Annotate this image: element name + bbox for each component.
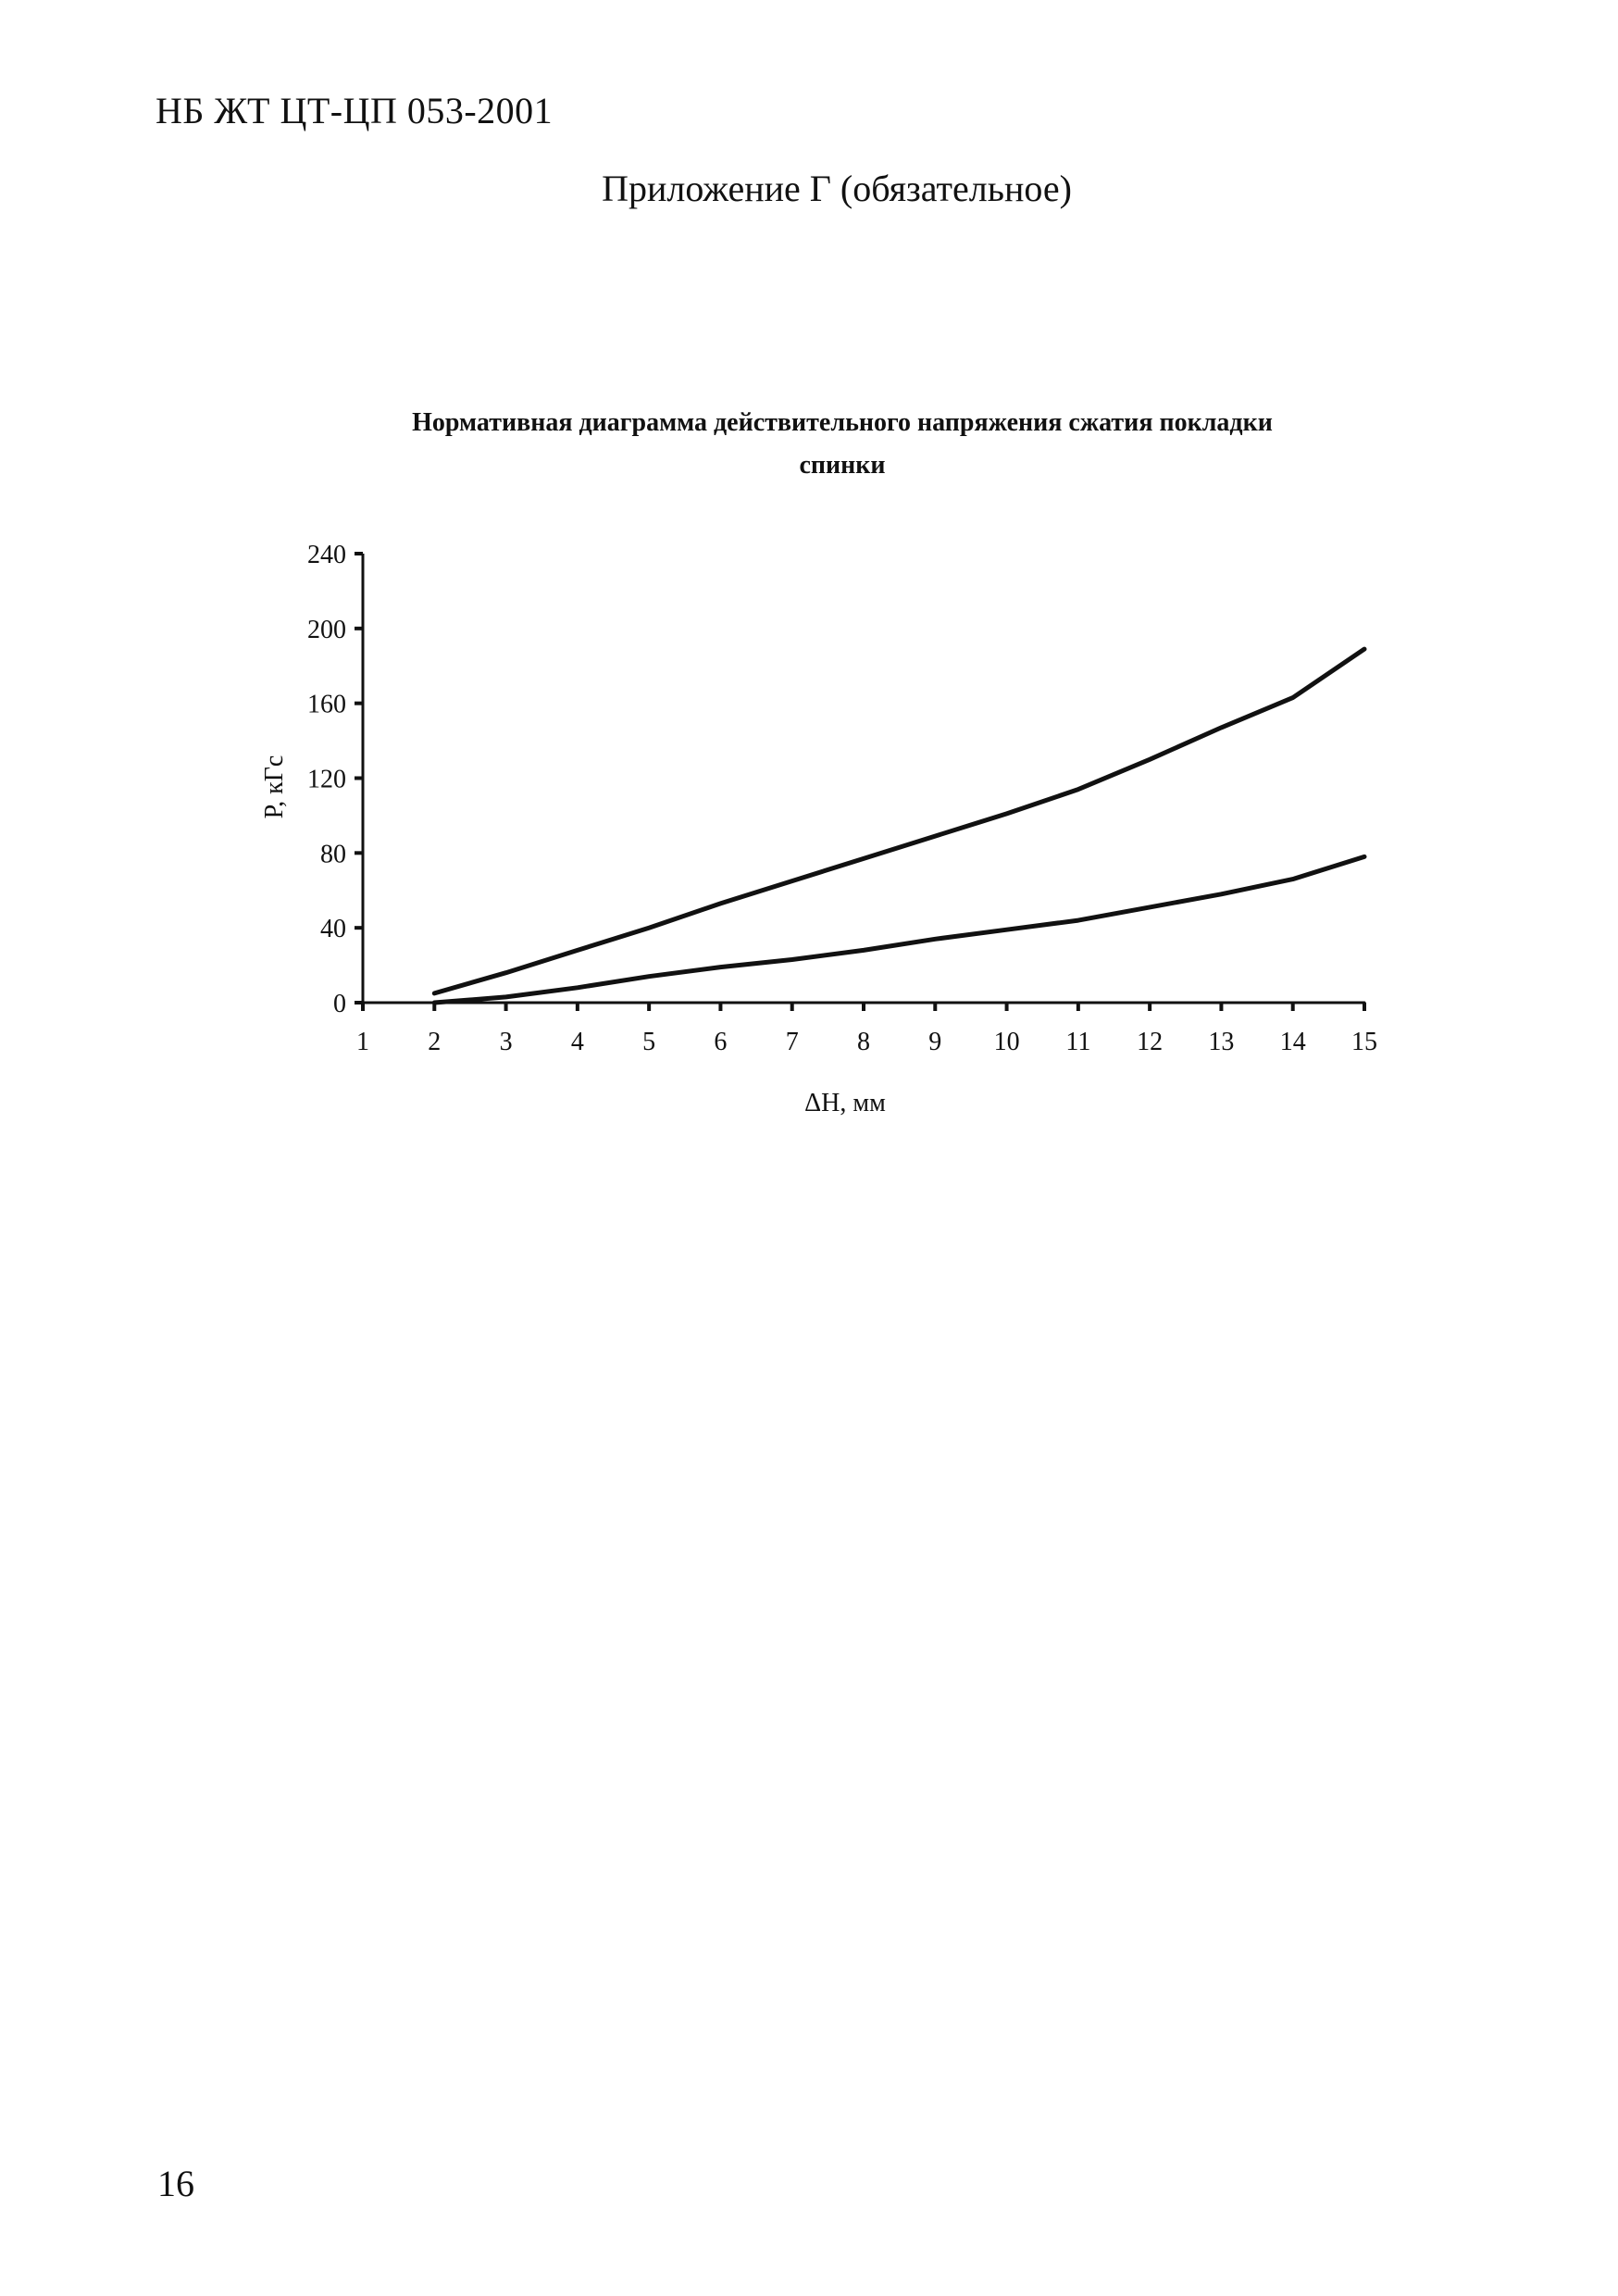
x-tick-label: 9 bbox=[928, 1028, 942, 1056]
x-tick-label: 15 bbox=[1351, 1028, 1377, 1056]
chart-title-line-2: спинки bbox=[799, 451, 886, 480]
x-tick-label: 8 bbox=[857, 1028, 870, 1056]
x-tick-label: 4 bbox=[570, 1028, 584, 1056]
y-tick-label: 160 bbox=[307, 690, 346, 719]
chart-title-line-1: Нормативная диаграмма действительного напряжения сжатия покладки bbox=[412, 408, 1273, 437]
y-tick-label: 80 bbox=[320, 840, 346, 869]
document-code: НБ ЖТ ЦТ-ЦП 053-2001 bbox=[156, 90, 554, 131]
x-tick-label: 11 bbox=[1065, 1028, 1091, 1056]
x-tick-label: 12 bbox=[1137, 1028, 1164, 1056]
x-tick-label: 10 bbox=[993, 1028, 1020, 1056]
appendix-heading: Приложение Г (обязательное) bbox=[602, 168, 1072, 209]
x-tick-label: 5 bbox=[642, 1028, 656, 1056]
y-axis-label: P, кГс bbox=[260, 755, 289, 819]
x-tick-label: 13 bbox=[1208, 1028, 1235, 1056]
x-axis-label: ΔH, мм bbox=[804, 1089, 886, 1117]
x-tick-label: 1 bbox=[356, 1028, 369, 1056]
x-axis bbox=[356, 1003, 1377, 1056]
series-line-2 bbox=[434, 856, 1364, 1003]
y-axis bbox=[307, 541, 363, 1018]
series-line-1 bbox=[434, 649, 1364, 993]
y-tick-label: 240 bbox=[307, 541, 346, 569]
x-tick-label: 2 bbox=[428, 1028, 442, 1056]
y-tick-label: 120 bbox=[307, 765, 346, 794]
x-tick-label: 3 bbox=[499, 1028, 513, 1056]
x-tick-label: 7 bbox=[785, 1028, 799, 1056]
page-number: 16 bbox=[157, 2163, 194, 2204]
y-tick-label: 0 bbox=[333, 990, 346, 1018]
x-tick-label: 6 bbox=[714, 1028, 728, 1056]
y-tick-label: 40 bbox=[320, 915, 346, 944]
y-tick-label: 200 bbox=[307, 615, 346, 644]
x-tick-label: 14 bbox=[1279, 1028, 1306, 1056]
series-lines bbox=[363, 649, 1364, 1003]
